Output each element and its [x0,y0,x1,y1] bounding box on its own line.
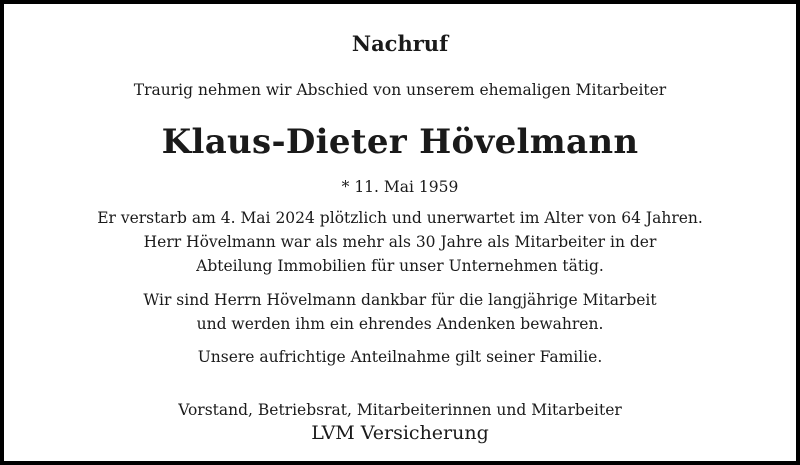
birth-date: * 11. Mai 1959 [341,178,459,196]
paragraph-condolence [4,345,796,369]
company-name: LVM Versicherung [311,422,489,444]
paragraph-line: Abteilung Immobilien für unser Unternehmen tätig. [196,257,604,275]
paragraph-line: Unsere aufrichtige Anteilnahme gilt seiner Familie. [197,348,603,366]
paragraph-gratitude [4,288,796,336]
paragraph-line: und werden ihm ein ehrendes Andenken bewahren. [196,315,604,333]
notice-heading: Nachruf [351,31,449,56]
paragraph-line: Wir sind Herrn Hövelmann dankbar für die langjährige Mitarbeit [143,291,657,309]
signatories: Vorstand, Betriebsrat, Mitarbeiterinnen und Mitarbeiter [178,401,622,419]
paragraph-line: Herr Hövelmann war als mehr als 30 Jahre als Mitarbeiter in der [143,233,657,251]
deceased-name: Klaus-Dieter Hövelmann [161,122,639,162]
paragraph-line: Er verstarb am 4. Mai 2024 plötzlich und unerwartet im Alter von 64 Jahren. [97,209,703,227]
paragraph-death-and-service [4,206,796,278]
notice-intro: Traurig nehmen wir Abschied von unserem ehemaligen Mitarbeiter [133,81,667,99]
